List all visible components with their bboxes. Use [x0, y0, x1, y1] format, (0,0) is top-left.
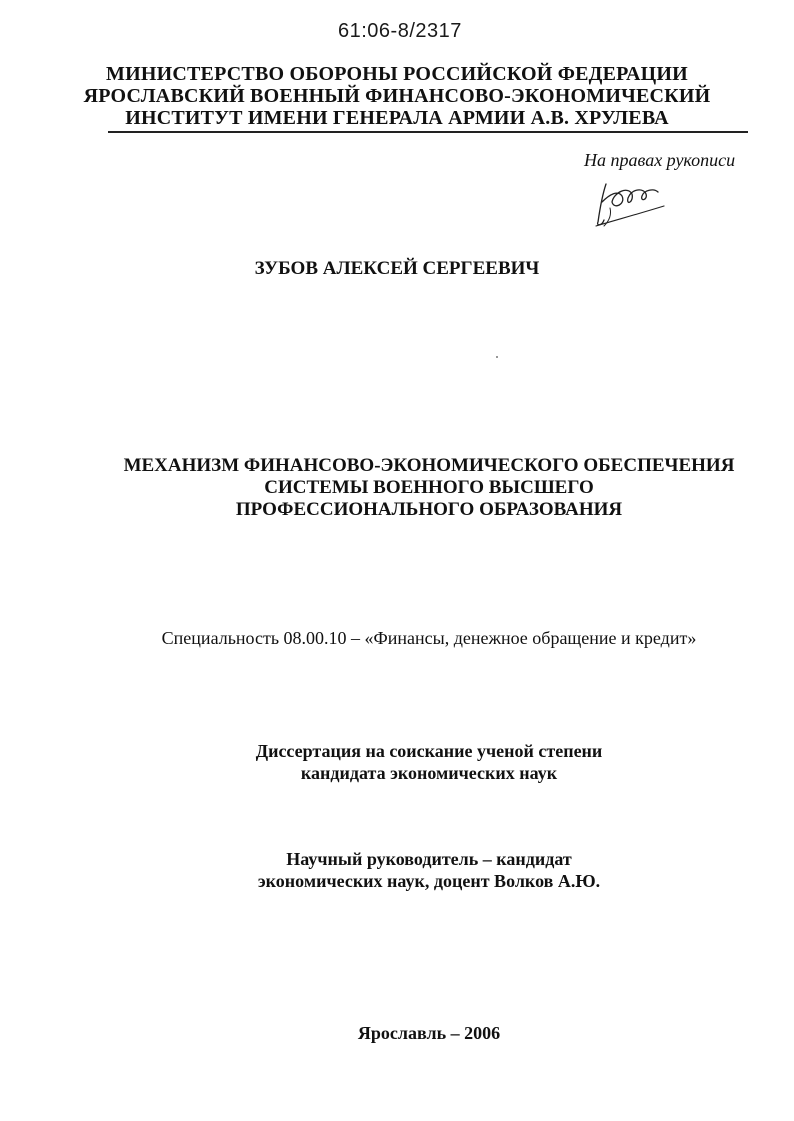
degree-line-1: Диссертация на соискание ученой степени	[255, 741, 603, 761]
degree-statement	[0, 740, 794, 788]
scan-speck	[496, 356, 498, 358]
scientific-advisor	[0, 848, 794, 896]
header-divider	[108, 131, 748, 133]
specialty-block	[0, 628, 794, 654]
advisor-line-1: Научный руководитель – кандидат	[286, 849, 572, 869]
header-line-2: ЯРОСЛАВСКИЙ ВОЕННЫЙ ФИНАНСОВО-ЭКОНОМИЧЕСКИЙ	[83, 85, 711, 107]
dissertation-title	[0, 455, 794, 525]
header-line-3: ИНСТИТУТ ИМЕНИ ГЕНЕРАЛА АРМИИ А.В. ХРУЛЕВА	[125, 107, 669, 129]
handwritten-signature	[592, 176, 668, 230]
specialty-text: Специальность 08.00.10 – «Финансы, денежное обращение и кредит»	[161, 628, 697, 648]
title-line-3: ПРОФЕССИОНАЛЬНОГО ОБРАЗОВАНИЯ	[235, 499, 623, 520]
library-stamp: 61:06-8/2317	[338, 20, 462, 42]
footer-text: Ярославль – 2006	[357, 1023, 501, 1043]
ministry-header	[0, 63, 794, 129]
place-and-year	[0, 1022, 794, 1048]
header-line-1: МИНИСТЕРСТВО ОБОРОНЫ РОССИЙСКОЙ ФЕДЕРАЦИИ	[106, 63, 688, 85]
degree-line-2: кандидата экономических наук	[300, 763, 558, 783]
rights-note: На правах рукописи	[584, 150, 736, 170]
author-name: ЗУБОВ АЛЕКСЕЙ СЕРГЕЕВИЧ	[254, 258, 540, 279]
title-line-1: МЕХАНИЗМ ФИНАНСОВО-ЭКОНОМИЧЕСКОГО ОБЕСПЕЧЕНИЯ	[123, 455, 735, 476]
advisor-line-2: экономических наук, доцент Волков А.Ю.	[257, 871, 601, 891]
title-line-2: СИСТЕМЫ ВОЕННОГО ВЫСШЕГО	[264, 477, 594, 498]
